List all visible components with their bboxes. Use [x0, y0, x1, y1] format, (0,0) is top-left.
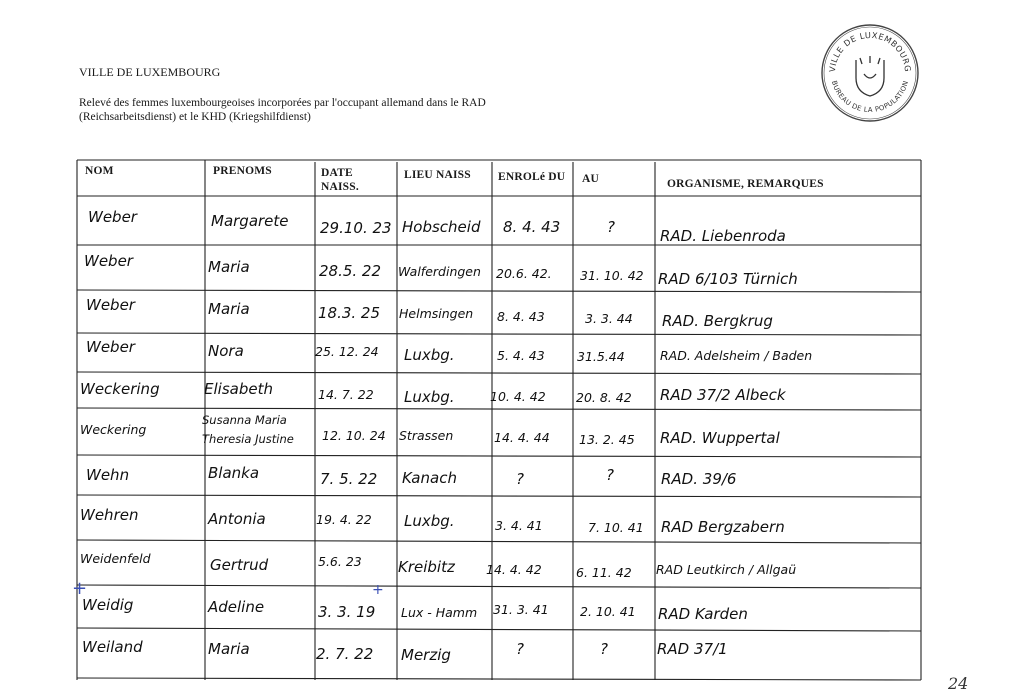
stamp-top-text: VILLE DE LUXEMBOURG [826, 29, 914, 73]
cell-enrole: ? [516, 470, 524, 488]
svg-text:BUREAU DE LA POPULATION [830, 80, 910, 114]
cell-lieu: Kreibitz [398, 558, 455, 576]
cell-lieu: Strassen [399, 428, 454, 443]
cell-prenoms: Margarete [211, 212, 289, 230]
cell-enrole: 31. 3. 41 [493, 602, 549, 617]
column-header-organisme: ORGANISME, REMARQUES [667, 178, 824, 190]
cell-nom: Weber [86, 338, 135, 356]
cell-enrole: 5. 4. 43 [497, 348, 545, 363]
column-header-date-naiss: DATE NAISS. [321, 167, 359, 193]
cell-lieu: Merzig [401, 646, 451, 664]
column-header-prenoms: PRENOMS [213, 165, 272, 177]
cell-organisme: RAD. Adelsheim / Baden [660, 348, 813, 363]
document-description: Relevé des femmes luxembourgeoises incorporées par l'occupant allemand dans le RAD (Reichsarbeitsdienst) et le KHD (Kriegshilfdienst) [79, 97, 486, 123]
cell-date: 5.6. 23 [318, 554, 362, 569]
cell-lieu: Walferdingen [398, 264, 481, 279]
cell-au: 6. 11. 42 [576, 565, 632, 580]
cell-au: 7. 10. 41 [588, 520, 644, 535]
cell-prenoms: Elisabeth [204, 380, 273, 398]
cell-organisme: RAD Bergzabern [661, 518, 785, 536]
cell-date: 28.5. 22 [319, 262, 382, 280]
column-header-nom: NOM [85, 165, 114, 177]
cell-prenoms: Adeline [208, 598, 265, 616]
cell-enrole: ? [516, 640, 524, 658]
cell-prenoms: Maria [208, 300, 250, 318]
cell-enrole: 14. 4. 44 [494, 430, 550, 445]
cell-enrole: 8. 4. 43 [497, 309, 545, 324]
cell-date: 12. 10. 24 [322, 428, 386, 443]
cell-date: 3. 3. 19 [318, 603, 376, 621]
cell-organisme: RAD 37/2 Albeck [660, 386, 786, 404]
cell-nom: Wehn [86, 466, 130, 484]
cell-au: ? [606, 466, 614, 484]
cell-lieu: Luxbg. [404, 388, 455, 406]
organization-title: VILLE DE LUXEMBOURG [79, 65, 221, 79]
cell-enrole: 10. 4. 42 [490, 389, 546, 404]
cell-nom: Weber [84, 252, 133, 270]
cell-enrole: 14. 4. 42 [486, 562, 542, 577]
cell-prenoms: Maria [208, 258, 250, 276]
cell-au: 31. 10. 42 [580, 268, 644, 283]
cell-au: ? [600, 640, 608, 658]
cell-date: 14. 7. 22 [318, 387, 374, 402]
cell-prenoms: Nora [208, 342, 244, 360]
cell-date: 29.10. 23 [320, 219, 392, 237]
cell-organisme: RAD 6/103 Türnich [658, 270, 798, 288]
cross-mark-icon: + [372, 582, 384, 598]
cell-nom: Weckering [80, 422, 147, 437]
cell-au: ? [607, 218, 615, 236]
cell-organisme: RAD. Liebenroda [660, 227, 786, 245]
cell-date: 19. 4. 22 [316, 512, 372, 527]
page-number: 24 [948, 674, 969, 693]
cell-enrole: 20.6. 42. [496, 266, 552, 281]
cell-nom: Weber [88, 208, 137, 226]
cell-au: 20. 8. 42 [576, 390, 632, 405]
cell-enrole: 8. 4. 43 [503, 218, 561, 236]
cell-lieu: Kanach [402, 469, 457, 487]
column-header-enrole-du: ENROLé DU [498, 171, 566, 183]
cell-date: 18.3. 25 [318, 304, 381, 322]
cross-mark-icon: + [72, 578, 88, 599]
cell-organisme: RAD Leutkirch / Allgaü [656, 562, 797, 577]
cell-nom: Weidig [82, 596, 134, 614]
cell-lieu: Luxbg. [404, 346, 455, 364]
cell-lieu: Luxbg. [404, 512, 455, 530]
cell-organisme: RAD. 39/6 [661, 470, 737, 488]
cell-lieu: Helmsingen [399, 306, 474, 321]
cell-au: 13. 2. 45 [579, 432, 635, 447]
cell-au: 2. 10. 41 [580, 604, 636, 619]
cell-organisme: RAD. Wuppertal [660, 429, 780, 447]
cell-lieu: Hobscheid [402, 218, 481, 236]
cell-nom: Wehren [80, 506, 139, 524]
cell-organisme: RAD Karden [658, 605, 748, 623]
official-stamp [819, 22, 921, 124]
cell-au: 31.5.44 [577, 349, 625, 364]
cell-prenoms: Antonia [208, 510, 266, 528]
cell-nom: Weidenfeld [80, 551, 151, 566]
column-header-au: AU [582, 173, 600, 185]
cell-prenoms: Maria [208, 640, 250, 658]
cell-prenoms: Blanka [208, 464, 260, 482]
cell-date: 2. 7. 22 [316, 645, 374, 663]
cell-organisme: RAD. Bergkrug [662, 312, 773, 330]
cell-prenoms: Susanna Maria Theresia Justine [202, 413, 294, 446]
cell-date: 7. 5. 22 [320, 470, 378, 488]
cell-prenoms: Gertrud [210, 556, 269, 574]
cell-organisme: RAD 37/1 [657, 640, 728, 658]
coat-of-arms-icon [856, 56, 884, 96]
cell-enrole: 3. 4. 41 [495, 518, 543, 533]
stamp-bottom-text: BUREAU DE LA POPULATION [829, 79, 911, 115]
cell-nom: Weckering [80, 380, 160, 398]
cell-lieu: Lux - Hamm [401, 605, 478, 620]
cell-nom: Weber [86, 296, 135, 314]
cell-date: 25. 12. 24 [315, 344, 379, 359]
cell-nom: Weiland [82, 638, 143, 656]
column-header-lieu-naiss: LIEU NAISS [404, 169, 471, 181]
cell-au: 3. 3. 44 [585, 311, 633, 326]
